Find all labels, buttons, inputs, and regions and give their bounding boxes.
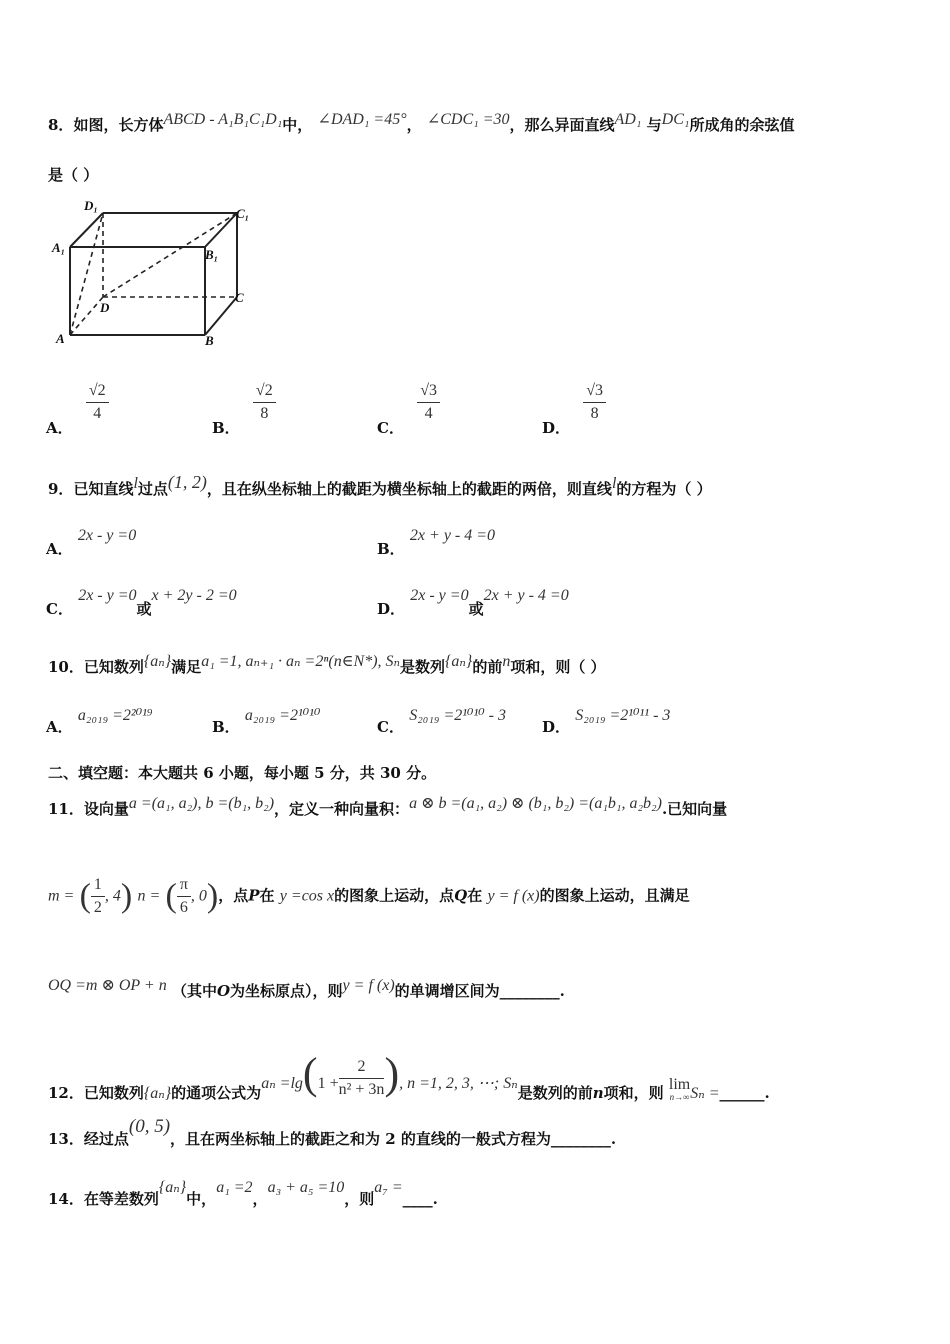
option-label: A． <box>46 718 73 736</box>
option-label: B． <box>377 540 405 558</box>
q12-math-index: , n =1, 2, 3, ⋯; Sₙ <box>399 1075 518 1092</box>
option-or: 或 <box>468 600 484 618</box>
q10-number: 10． <box>48 658 84 676</box>
q14-text: 中， <box>186 1190 217 1208</box>
q12-answer-blank[interactable]: ______. <box>719 1084 770 1102</box>
option-expr2: 2x + y - 4 =0 <box>483 587 569 604</box>
option-label: D． <box>377 600 406 618</box>
q11-text: （其中 <box>171 982 217 1000</box>
q11-math-fx: y = f (x) <box>487 887 540 905</box>
section-heading: 二、填空题：本大题共 6 小题，每小题 5 分，共 30 分。 <box>48 764 437 782</box>
frac-den: 8 <box>260 405 269 422</box>
option-expr: 2x - y =0 <box>410 587 469 604</box>
q12-limit <box>669 1078 690 1102</box>
paren-left: ( <box>302 1049 318 1098</box>
q11-math-m-rest: , 4 <box>104 887 121 905</box>
option-fraction <box>253 382 276 423</box>
q11-frac-half <box>91 876 105 917</box>
q12-stem <box>48 1034 770 1102</box>
q8-option-d[interactable] <box>542 382 606 437</box>
option-expr: S₂₀₁₉ =2¹⁰¹⁰ - 3 <box>409 707 506 724</box>
q8-text: 如图，长方体 <box>73 116 164 134</box>
frac-num: 2 <box>339 1058 385 1079</box>
q11-text: 为坐标原点），则 <box>230 982 343 1000</box>
q12-math-an: aₙ =lg <box>261 1075 303 1092</box>
q9-text: 已知直线 <box>73 480 134 498</box>
label-d: D <box>100 300 110 315</box>
q11-stem-line2 <box>48 876 690 917</box>
label-b: B <box>205 333 214 348</box>
q11-math-product: a ⊗ b =(a₁, a₂) ⊗ (b₁, b₂) =(a₁b₁, a₂b₂) <box>409 795 662 812</box>
q8-stem-line1 <box>48 111 795 135</box>
q9-math-l: l <box>133 475 138 492</box>
frac-den: n² + 3n <box>338 1080 385 1098</box>
q11-text: ，点 <box>218 886 249 905</box>
cuboid-hidden-edges <box>70 213 237 335</box>
label-c: C <box>235 290 244 305</box>
frac-num: √2 <box>253 382 276 403</box>
paren-left: ( <box>165 877 177 915</box>
q8-option-a[interactable] <box>46 382 109 437</box>
q11-point-p: P <box>248 886 260 905</box>
q13-text: 经过点 <box>83 1130 129 1148</box>
q13-stem <box>48 1116 617 1148</box>
q12-text: 是数列的前 <box>517 1084 593 1102</box>
option-label: A． <box>46 418 73 437</box>
q14-math-a3a5: a₃ + a₅ =10 <box>267 1179 345 1196</box>
option-fraction <box>86 382 109 423</box>
frac-num: √2 <box>86 382 109 403</box>
q11-math-m: m = <box>48 887 75 905</box>
frac-den: 4 <box>93 405 102 422</box>
q11-text: .已知向量 <box>661 800 728 818</box>
q10-text: 已知数列 <box>83 658 144 676</box>
q8-text: 中， <box>282 116 313 134</box>
paren-right: ) <box>384 1049 400 1098</box>
option-expr: 2x - y =0 <box>77 527 137 544</box>
q13-math-point: (0, 5) <box>128 1116 171 1137</box>
q14-math-a1: a₁ =2 <box>216 1179 253 1196</box>
q9-option-b[interactable] <box>377 524 496 558</box>
q9-text: 的方程为（ ） <box>616 480 712 498</box>
paren-left: ( <box>79 877 91 915</box>
q13-answer-blank[interactable]: ，且在两坐标轴上的截距之和为 2 的直线的一般式方程为________. <box>170 1130 617 1148</box>
q11-math-n: n = <box>137 887 161 905</box>
paren-right: ) <box>206 877 219 915</box>
q11-text: ，定义一种向量积： <box>274 800 410 818</box>
q12-number: 12． <box>48 1084 84 1102</box>
option-expr: 2x + y - 4 =0 <box>409 527 496 544</box>
q11-text: 在 <box>467 886 483 905</box>
q12-math-seq: {aₙ} <box>143 1085 172 1102</box>
q10-text: 是数列 <box>400 658 446 676</box>
q9-math-l: l <box>611 475 617 492</box>
q10-text: 满足 <box>171 658 202 676</box>
q8-math-angle2: ∠CDC₁ =30 <box>426 111 510 128</box>
q10-option-d[interactable] <box>542 704 671 736</box>
q11-text: 在 <box>259 886 275 905</box>
q10-stem <box>48 653 606 677</box>
label-a1: A₁ <box>52 240 66 255</box>
option-label: C． <box>377 418 404 437</box>
frac-num: π <box>177 876 191 897</box>
q11-text: 设向量 <box>83 800 129 818</box>
q11-point-q: Q <box>454 886 468 905</box>
q8-math-ad1: AD₁ <box>614 111 642 128</box>
q12-math-sn: Sₙ = <box>690 1085 720 1102</box>
q10-option-b[interactable] <box>212 704 321 736</box>
q8-stem-line2: 是（ ） <box>48 166 99 184</box>
q11-math-n-rest: , 0 <box>190 887 207 905</box>
option-label: C． <box>377 718 404 736</box>
frac-num: 1 <box>91 876 105 897</box>
q9-math-point: (1, 2) <box>167 472 207 492</box>
q11-number: 11． <box>48 800 84 818</box>
option-label: B． <box>212 718 240 736</box>
frac-den: 6 <box>179 899 188 916</box>
option-expr: 2x - y =0 <box>78 587 137 604</box>
option-fraction <box>583 382 606 423</box>
q11-math-fx: y = f (x) <box>342 977 395 994</box>
q10-text: 项和，则（ ） <box>510 658 606 676</box>
q9-number: 9． <box>48 480 74 498</box>
option-label: B． <box>212 418 240 437</box>
q8-math-angle1: ∠DAD₁ =45° <box>317 111 407 128</box>
q11-math-cos: y =cos x <box>279 887 335 905</box>
option-label: D． <box>542 718 571 736</box>
q14-answer-blank[interactable]: ____. <box>402 1190 438 1208</box>
option-label: C． <box>46 600 73 618</box>
q10-option-a[interactable] <box>46 704 153 736</box>
option-expr: a₂₀₁₉ =2¹⁰¹⁰ <box>244 707 321 724</box>
lim-sub: n→∞ <box>669 1092 690 1102</box>
cuboid-solid-edges <box>70 213 237 335</box>
q8-text: 所成角的余弦值 <box>689 116 795 134</box>
q10-text: 的前 <box>472 658 503 676</box>
q8-number: 8． <box>48 116 74 134</box>
q9-option-a[interactable] <box>46 524 137 558</box>
q10-math-seq: {aₙ} <box>143 653 172 670</box>
label-c1: C₁ <box>236 206 250 221</box>
frac-num: √3 <box>417 382 440 403</box>
q9-stem <box>48 472 712 499</box>
q8-option-b[interactable] <box>212 382 276 437</box>
lim-word: lim <box>668 1076 691 1093</box>
option-expr: a₂₀₁₉ =2²⁰¹⁹ <box>77 707 153 724</box>
q12-math-n: n <box>592 1084 604 1102</box>
q11-point-o: O <box>216 982 231 1000</box>
q14-text: ，则 <box>344 1190 375 1208</box>
q12-text: 已知数列 <box>83 1084 144 1102</box>
q13-number: 13． <box>48 1130 84 1148</box>
q12-frac <box>339 1058 385 1099</box>
option-expr2: x + 2y - 2 =0 <box>151 587 237 604</box>
paren-right: ) <box>120 877 133 915</box>
q11-text: 的图象上运动，且满足 <box>539 886 690 905</box>
q8-figure-cuboid <box>50 195 260 350</box>
option-label: D． <box>542 418 571 437</box>
q11-frac-pi6 <box>177 876 191 917</box>
q9-text: ，且在纵坐标轴上的截距为横坐标轴上的截距的两倍，则直线 <box>206 480 612 498</box>
q14-stem <box>48 1176 438 1208</box>
q11-text: 的图象上运动，点 <box>334 886 455 905</box>
q12-math-oneplus: 1 + <box>317 1075 339 1092</box>
frac-num: √3 <box>583 382 606 403</box>
option-fraction <box>417 382 440 423</box>
q14-text: ， <box>252 1190 268 1208</box>
q14-text: 在等差数列 <box>83 1190 159 1208</box>
q9-option-c[interactable] <box>46 584 237 618</box>
option-label: A． <box>46 540 73 558</box>
frac-den: 8 <box>590 405 599 422</box>
q14-math-seq: {aₙ} <box>158 1179 187 1196</box>
q8-math-dc1: DC₁ <box>661 111 690 128</box>
frac-den: 2 <box>93 899 102 916</box>
option-expr: S₂₀₁₉ =2¹⁰¹¹ - 3 <box>575 707 671 724</box>
label-d1: D₁ <box>84 198 98 213</box>
q10-math-n: n <box>502 653 511 670</box>
q8-text: ， <box>406 116 422 134</box>
q12-text: 项和，则 <box>603 1084 664 1102</box>
q11-stem-line1 <box>48 795 728 819</box>
q11-math-oq: OQ =m ⊗ OP + n <box>48 977 167 994</box>
q11-math-vectors: a =(a₁, a₂), b =(b₁, b₂) <box>128 795 275 812</box>
q14-math-a7: a₇ = <box>374 1179 403 1196</box>
q9-text: 过点 <box>137 480 168 498</box>
option-or: 或 <box>136 600 152 618</box>
q8-option-c[interactable] <box>377 382 440 437</box>
q11-stem-line3 <box>48 977 565 1001</box>
label-a: A <box>56 331 65 346</box>
edge-bc <box>205 297 237 335</box>
q8-math-solid: ABCD - A₁B₁C₁D₁ <box>163 111 283 128</box>
q10-math-recurrence: a₁ =1, aₙ₊₁ · aₙ =2ⁿ(n∈N*), Sₙ <box>201 653 401 670</box>
q10-math-seq: {aₙ} <box>445 653 473 670</box>
q11-answer-blank[interactable]: 的单调增区间为________. <box>394 982 565 1000</box>
q10-option-c[interactable] <box>377 704 506 736</box>
frac-den: 4 <box>424 405 433 422</box>
q12-text: 的通项公式为 <box>171 1084 262 1102</box>
q9-option-d[interactable] <box>377 584 569 618</box>
label-b1: B₁ <box>205 247 219 262</box>
q14-number: 14． <box>48 1190 84 1208</box>
q8-text: 与 <box>646 116 662 134</box>
q8-text: ，那么异面直线 <box>509 116 615 134</box>
